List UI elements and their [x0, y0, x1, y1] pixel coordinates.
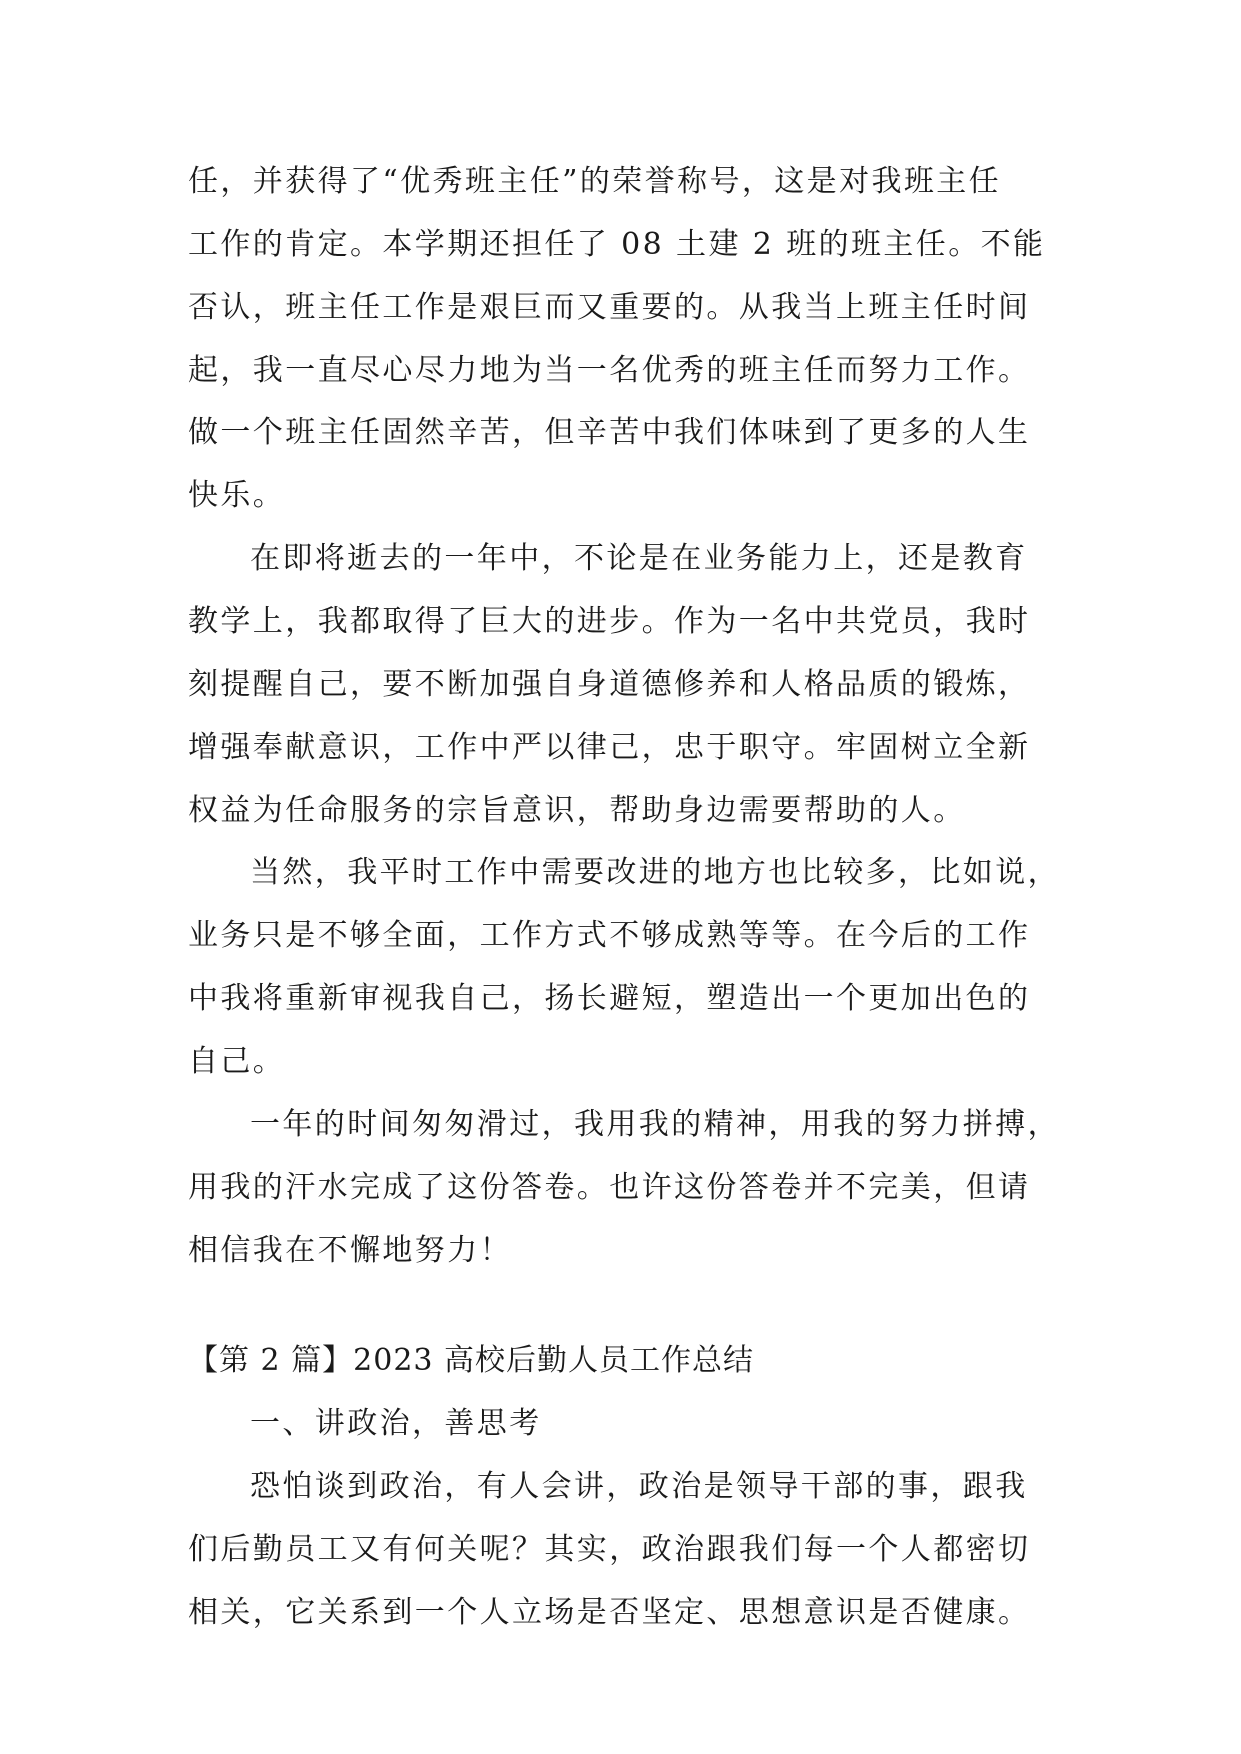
paragraph-4-line-1: 一年的时间匆匆滑过，我用我的精神，用我的努力拼搏，	[250, 1107, 1060, 1142]
paragraph-3-line-3: 中我将重新审视我自己，扬长避短，塑造出一个更加出色的	[188, 981, 1031, 1016]
section-paragraph-line-3: 相关，它关系到一个人立场是否坚定、思想意识是否健康。	[188, 1595, 1031, 1630]
paragraph-3-line-2: 业务只是不够全面，工作方式不够成熟等等。在今后的工作	[188, 918, 1031, 953]
section-subheading: 一、讲政治，善思考	[250, 1406, 542, 1441]
paragraph-1-line-1: 任，并获得了“优秀班主任”的荣誉称号，这是对我班主任	[188, 164, 1002, 199]
paragraph-2-line-1: 在即将逝去的一年中，不论是在业务能力上，还是教育	[250, 541, 1028, 576]
paragraph-3-line-1: 当然，我平时工作中需要改进的地方也比较多，比如说，	[250, 855, 1060, 890]
paragraph-2-line-5: 权益为任命服务的宗旨意识，帮助身边需要帮助的人。	[188, 793, 966, 828]
section-paragraph-line-1: 恐怕谈到政治，有人会讲，政治是领导干部的事，跟我	[250, 1469, 1028, 1504]
paragraph-3-line-4: 自己。	[188, 1044, 286, 1079]
paragraph-1-line-2: 工作的肯定。本学期还担任了 08 土建 2 班的班主任。不能	[188, 227, 1046, 262]
paragraph-2-line-2: 教学上，我都取得了巨大的进步。作为一名中共党员，我时	[188, 604, 1031, 639]
paragraph-2-line-3: 刻提醒自己，要不断加强自身道德修养和人格品质的锻炼，	[188, 667, 1031, 702]
paragraph-4-line-2: 用我的汗水完成了这份答卷。也许这份答卷并不完美，但请	[188, 1170, 1031, 1205]
section-paragraph-line-2: 们后勤员工又有何关呢？其实，政治跟我们每一个人都密切	[188, 1532, 1031, 1567]
paragraph-1-line-4: 起，我一直尽心尽力地为当一名优秀的班主任而努力工作。	[188, 353, 1031, 388]
paragraph-1-line-3: 否认，班主任工作是艰巨而又重要的。从我当上班主任时间	[188, 290, 1031, 325]
paragraph-1-line-6: 快乐。	[188, 478, 286, 513]
paragraph-2-line-4: 增强奉献意识，工作中严以律己，忠于职守。牢固树立全新	[188, 730, 1031, 765]
section-heading: 【第 2 篇】2023 高校后勤人员工作总结	[188, 1343, 755, 1378]
paragraph-4-line-3: 相信我在不懈地努力！	[188, 1233, 512, 1268]
paragraph-1-line-5: 做一个班主任固然辛苦，但辛苦中我们体味到了更多的人生	[188, 415, 1031, 450]
